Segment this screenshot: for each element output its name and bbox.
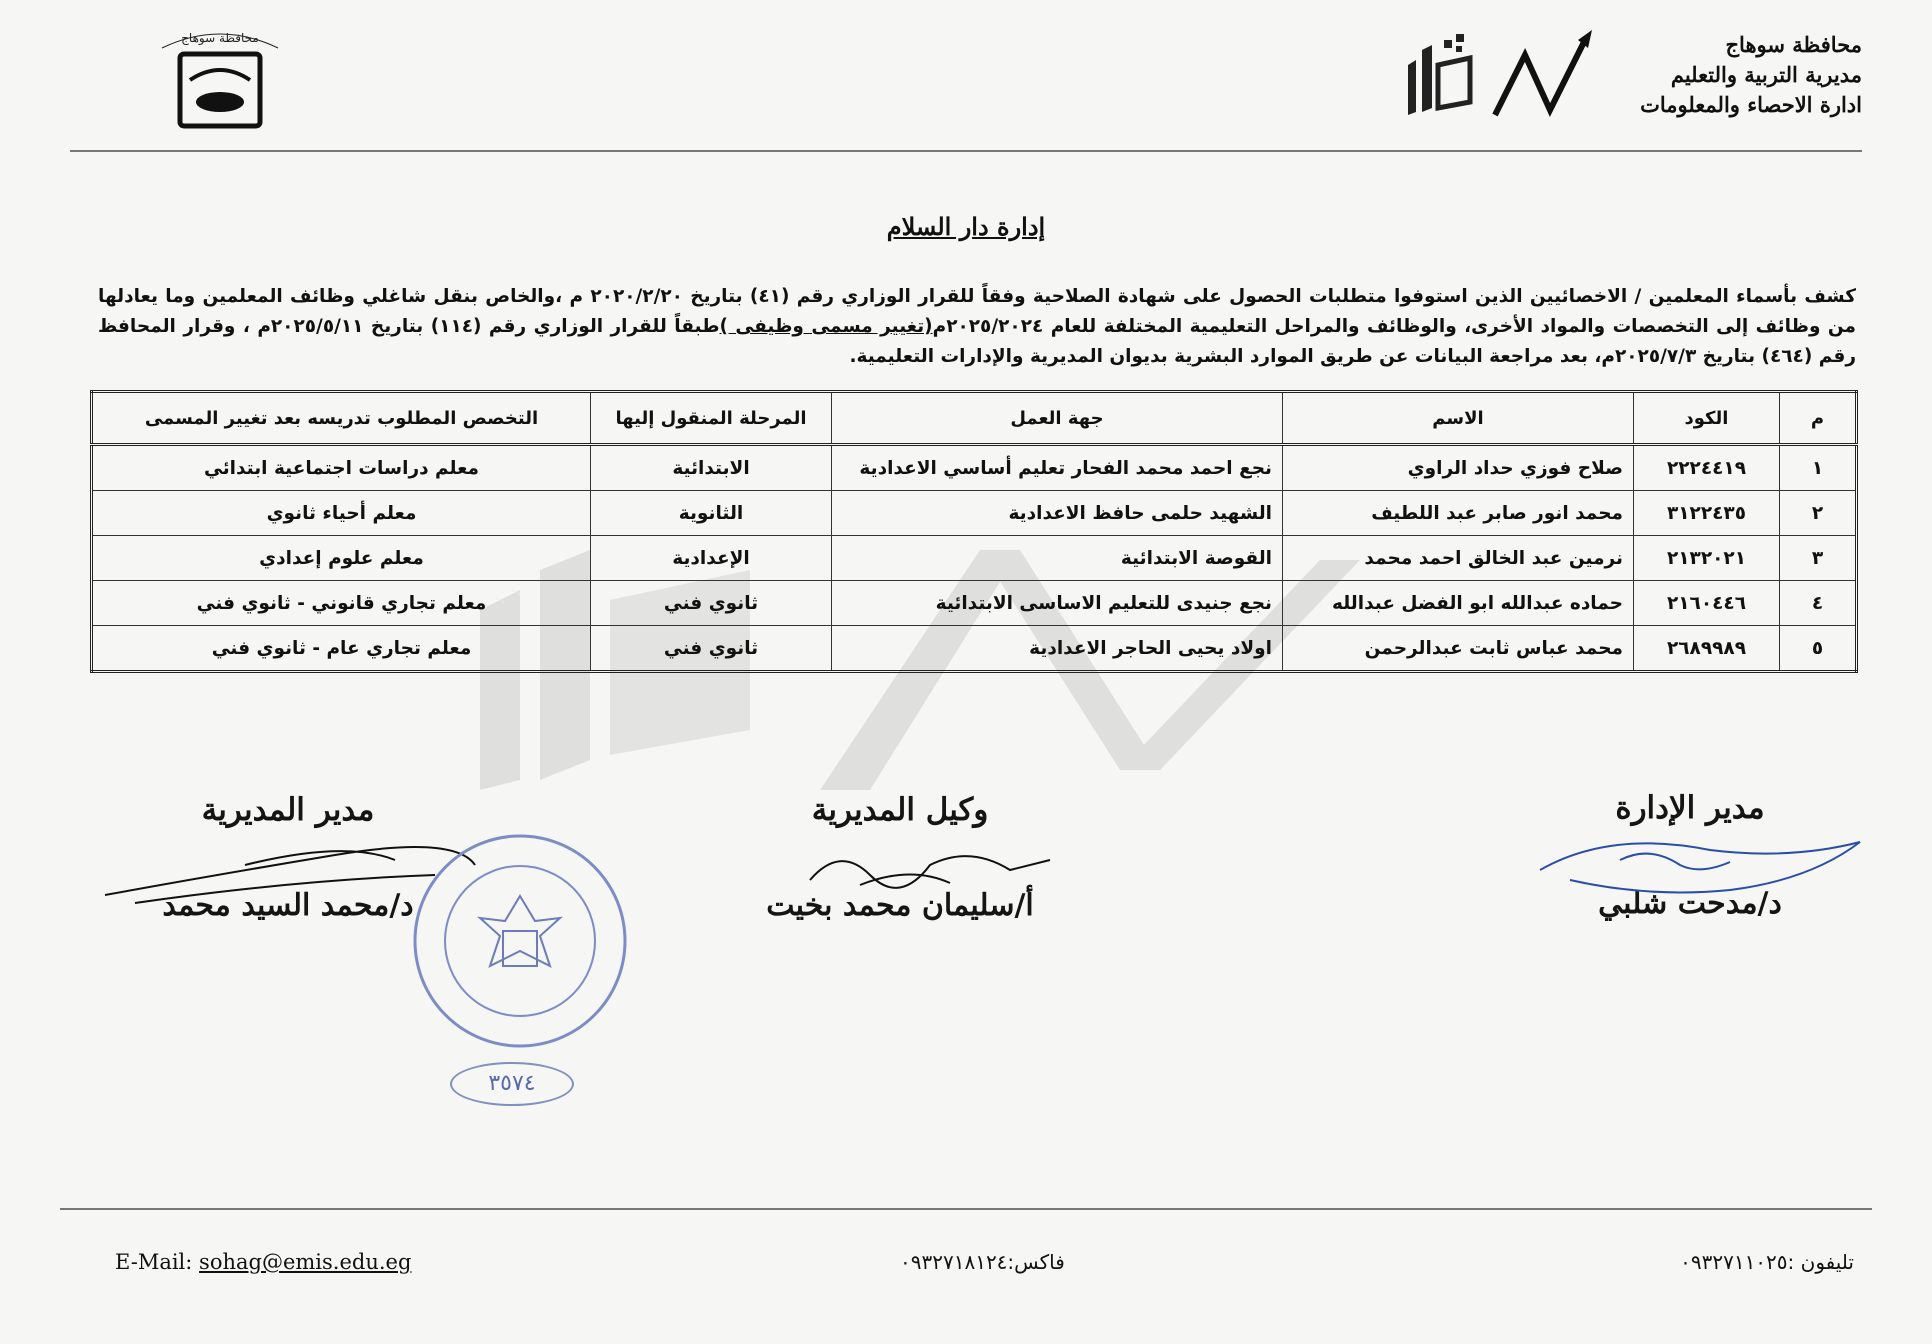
cell-specialty: معلم تجاري عام - ثانوي فني [92, 626, 591, 672]
cell-workplace: القوصة الابتدائية [832, 536, 1283, 581]
document-title: إدارة دار السلام [886, 212, 1046, 241]
header-name: الاسم [1283, 392, 1634, 445]
email-link[interactable]: sohag@emis.edu.eg [199, 1250, 412, 1274]
cell-specialty: معلم علوم إعدادي [92, 536, 591, 581]
intro-part-2: طبقاً للقرار الوزاري رقم (١١٤) بتاريخ ٢٠٢٥/٥/١١م ، وقرار المحافظ رقم (٤٦٤) بتاريخ ٢٠٢٥/٧/٣م، بعد مراجعة البيانات عن طريق الموارد البشرية بديوان المديرية والإدارات التعليمية. [98, 316, 1856, 367]
cell-stage: ثانوي فني [591, 581, 832, 626]
cell-workplace: الشهيد حلمى حافظ الاعدادية [832, 491, 1283, 536]
footer-divider [60, 1208, 1872, 1210]
cell-code: ٢٢٢٤٤١٩ [1634, 445, 1780, 491]
signature-scribble-icon [800, 835, 1060, 895]
org-line-directorate: مديرية التربية والتعليم [1670, 62, 1862, 87]
header-stage: المرحلة المنقول إليها [591, 392, 832, 445]
table-row [92, 626, 1857, 672]
cell-name: نرمين عبد الخالق احمد محمد [1283, 536, 1634, 581]
cell-stage: الابتدائية [591, 445, 832, 491]
intro-underlined: (تغيير مسمى وظيفى ) [719, 316, 933, 337]
cell-no: ٥ [1780, 626, 1857, 672]
signature-name: أ/سليمان محمد بخيت [766, 888, 1034, 923]
cell-name: صلاح فوزي حداد الراوي [1283, 445, 1634, 491]
cell-specialty: معلم تجاري قانوني - ثانوي فني [92, 581, 591, 626]
organization-header [1622, 30, 1862, 120]
signature-title: مدير الإدارة [1615, 790, 1765, 826]
governorate-seal-icon [150, 20, 290, 135]
cell-code: ٢١٣٢٠٢١ [1634, 536, 1780, 581]
cell-workplace: اولاد يحيى الحاجر الاعدادية [832, 626, 1283, 672]
cell-workplace: نجع احمد محمد الفحار تعليم أساسي الاعدادية [832, 445, 1283, 491]
official-stamp-icon [400, 826, 640, 1056]
cell-stage: ثانوي فني [591, 626, 832, 672]
intro-paragraph [98, 282, 1856, 372]
cell-stage: الثانوية [591, 491, 832, 536]
header-divider [70, 150, 1862, 152]
signature-title: وكيل المديرية [811, 792, 989, 828]
header-code: الكود [1634, 392, 1780, 445]
blue-signature-scribble-icon [1530, 820, 1870, 910]
cell-stage: الإعدادية [591, 536, 832, 581]
table-row [92, 536, 1857, 581]
cell-code: ٢١٦٠٤٤٦ [1634, 581, 1780, 626]
table-header-row [92, 392, 1857, 445]
cell-specialty: معلم دراسات اجتماعية ابتدائي [92, 445, 591, 491]
signature-name: د/محمد السيد محمد [162, 888, 414, 923]
org-line-governorate: محافظة سوهاج [1725, 32, 1862, 57]
header-workplace: جهة العمل [832, 392, 1283, 445]
cell-workplace: نجع جنيدى للتعليم الاساسى الابتدائية [832, 581, 1283, 626]
table-row [92, 491, 1857, 536]
cell-name: محمد عباس ثابت عبدالرحمن [1283, 626, 1634, 672]
cell-name: حماده عبدالله ابو الفضل عبدالله [1283, 581, 1634, 626]
header-no: م [1780, 392, 1857, 445]
cell-code: ٢٦٨٩٩٨٩ [1634, 626, 1780, 672]
org-line-department: ادارة الاحصاء والمعلومات [1640, 92, 1862, 117]
table-row [92, 445, 1857, 491]
stamp-number: ٣٥٧٤ [450, 1062, 574, 1106]
footer-email [115, 1250, 411, 1274]
cell-code: ٣١٢٢٤٣٥ [1634, 491, 1780, 536]
cell-specialty: معلم أحياء ثانوي [92, 491, 591, 536]
header-specialty: التخصص المطلوب تدريسه بعد تغيير المسمى [92, 392, 591, 445]
intro-part-1: كشف بأسماء المعلمين / الاخصائيين الذين استوفوا متطلبات الحصول على شهادة الصلاحية وفقاً للقرار الوزاري رقم (٤١) بتاريخ ٢٠٢٠/٢/٢٠ م ،والخاص بنقل شاغلي وظائف المعلمين وما يعادلها من وظائف إلى التخصصات والمواد الأخرى، والوظائف والمراحل التعليمية المختلفة للعام ٢٠٢٥/٢٠٢٤م [98, 286, 1856, 337]
email-label: E-Mail: [115, 1250, 193, 1274]
seal-caption: محافظة سوهاج [181, 31, 259, 45]
cell-no: ٤ [1780, 581, 1857, 626]
signature-name: د/مدحت شلبي [1598, 886, 1782, 921]
teachers-table [90, 390, 1858, 673]
cell-no: ١ [1780, 445, 1857, 491]
statistics-logo-icon [1400, 20, 1600, 130]
cell-name: محمد انور صابر عبد اللطيف [1283, 491, 1634, 536]
signature-title: مدير المديرية [201, 792, 375, 828]
footer-fax: فاكس:٠٩٣٢٧١٨١٢٤ [900, 1250, 1065, 1274]
cell-no: ٣ [1780, 536, 1857, 581]
cell-no: ٢ [1780, 491, 1857, 536]
footer-phone: تليفون :٠٩٣٢٧١١٠٢٥ [1680, 1250, 1854, 1274]
table-row [92, 581, 1857, 626]
